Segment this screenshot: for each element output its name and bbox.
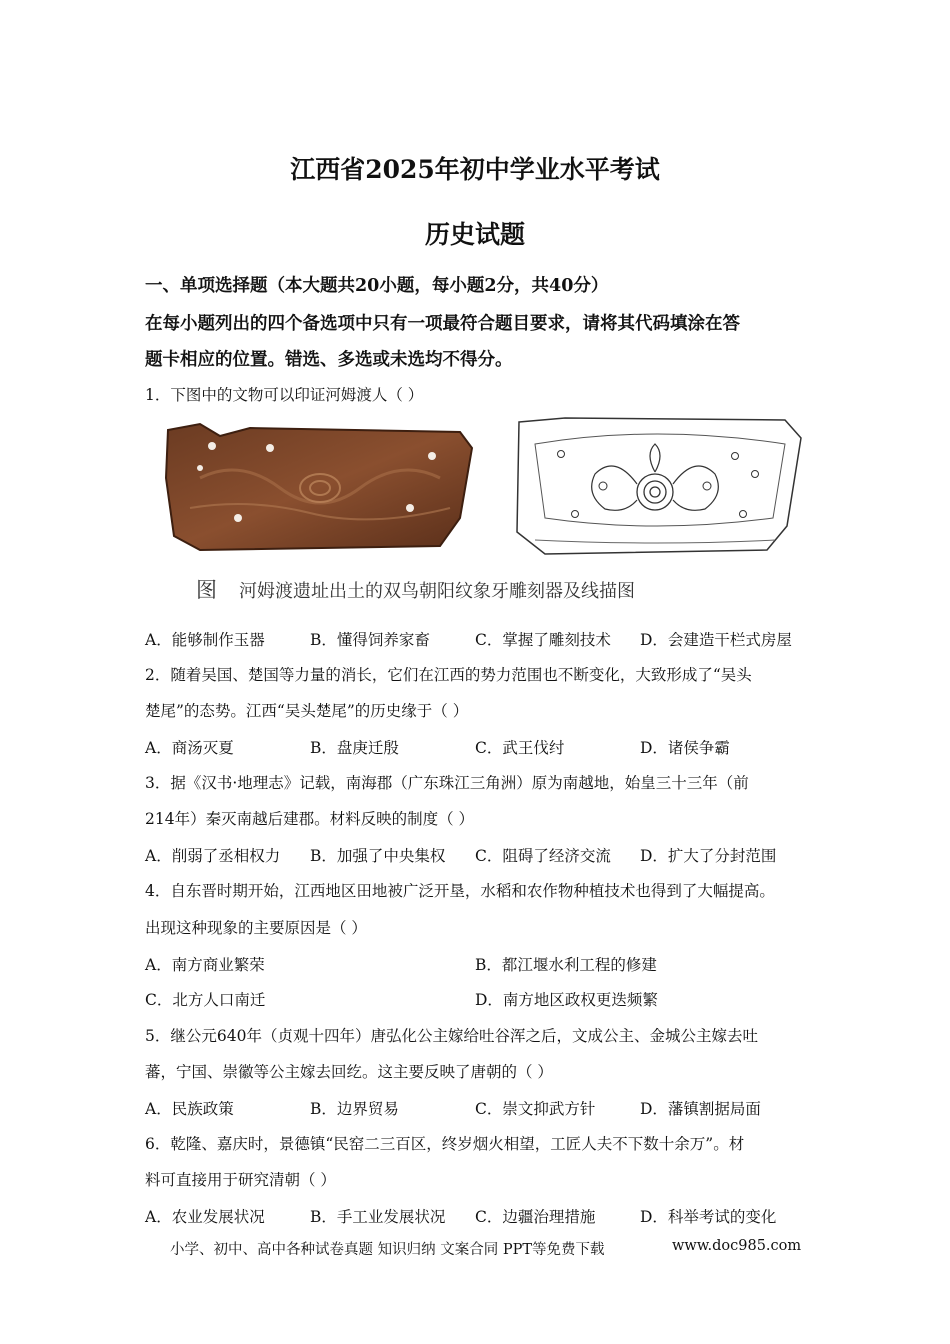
section-instruction-line1: 在每小题列出的四个备选项中只有一项最符合题目要求，请将其代码填涂在答 [145, 314, 740, 334]
question-3-option-b[interactable]: B．加强了中央集权 [310, 847, 446, 865]
section-heading: 一、单项选择题（本大题共20小题，每小题2分，共40分） [145, 276, 609, 296]
figure-caption-prefix: 图 [196, 578, 217, 602]
section-instruction-line2: 题卡相应的位置。错选、多选或未选均不得分。 [145, 350, 513, 370]
question-5-option-d[interactable]: D．藩镇割据局面 [640, 1100, 761, 1118]
question-6-option-b[interactable]: B．手工业发展状况 [310, 1208, 446, 1226]
ivory-carving-photo [160, 418, 476, 558]
footer-text: 小学、初中、高中各种试卷真题 知识归纳 文案合同 PPT等免费下载 [170, 1242, 605, 1258]
question-1-option-b[interactable]: B．懂得饲养家畜 [310, 631, 430, 649]
question-2-stem-line2: 楚尾”的态势。江西“吴头楚尾”的历史缘于（ ） [145, 702, 469, 720]
question-1-option-a[interactable]: A．能够制作玉器 [145, 631, 265, 649]
question-4-option-b[interactable]: B．都江堰水利工程的修建 [475, 956, 657, 974]
question-5-stem-line1: 5．继公元640年（贞观十四年）唐弘化公主嫁给吐谷浑之后，文成公主、金城公主嫁去吐 [145, 1027, 758, 1045]
question-5-option-a[interactable]: A．民族政策 [145, 1100, 234, 1118]
question-1-stem: 1．下图中的文物可以印证河姆渡人（ ） [145, 386, 424, 404]
question-5-stem-line2: 蕃，宁国、崇徽等公主嫁去回纥。这主要反映了唐朝的（ ） [145, 1063, 553, 1081]
question-6-stem-line1: 6．乾隆、嘉庆时，景德镇“民窑二三百区，终岁烟火相望，工匠人夫不下数十余万”。材 [145, 1135, 745, 1153]
question-3-option-d[interactable]: D．扩大了分封范围 [640, 847, 777, 865]
question-4-option-c[interactable]: C．北方人口南迁 [145, 991, 266, 1009]
question-3-option-a[interactable]: A．削弱了丞相权力 [145, 847, 281, 865]
question-2-option-a[interactable]: A．商汤灭夏 [145, 739, 234, 757]
question-2-option-c[interactable]: C．武王伐纣 [475, 739, 565, 757]
exam-subtitle: 历史试题 [424, 220, 525, 249]
question-1-option-d[interactable]: D．会建造干栏式房屋 [640, 631, 792, 649]
question-3-stem-line1: 3．据《汉书·地理志》记载，南海郡（广东珠江三角洲）原为南越地，始皇三十三年（前 [145, 774, 749, 792]
question-6-stem-line2: 料可直接用于研究清朝（ ） [145, 1171, 336, 1189]
question-6-option-c[interactable]: C．边疆治理措施 [475, 1208, 596, 1226]
footer-url[interactable]: www.doc985.com [672, 1238, 802, 1254]
question-2-option-b[interactable]: B．盘庚迁殷 [310, 739, 399, 757]
question-1-option-c[interactable]: C．掌握了雕刻技术 [475, 631, 611, 649]
question-2-option-d[interactable]: D．诸侯争霸 [640, 739, 730, 757]
question-4-option-d[interactable]: D．南方地区政权更迭频繁 [475, 991, 658, 1009]
question-6-option-a[interactable]: A．农业发展状况 [145, 1208, 265, 1226]
figure-caption [196, 574, 635, 604]
question-5-option-b[interactable]: B．边界贸易 [310, 1100, 399, 1118]
question-4-stem-line1: 4．自东晋时期开始，江西地区田地被广泛开垦，水稻和农作物种植技术也得到了大幅提高。 [145, 882, 775, 900]
question-3-option-c[interactable]: C．阻碍了经济交流 [475, 847, 611, 865]
exam-title: 江西省2025年初中学业水平考试 [290, 155, 660, 184]
question-6-option-d[interactable]: D．科举考试的变化 [640, 1208, 777, 1226]
figure-caption-text: 河姆渡遗址出土的双鸟朝阳纹象牙雕刻器及线描图 [239, 581, 635, 602]
question-4-stem-line2: 出现这种现象的主要原因是（ ） [145, 919, 367, 937]
question-5-option-c[interactable]: C．崇文抑武方针 [475, 1100, 596, 1118]
ivory-carving-line-drawing [505, 414, 805, 560]
question-4-option-a[interactable]: A．南方商业繁荣 [145, 956, 265, 974]
question-2-stem-line1: 2．随着吴国、楚国等力量的消长，它们在江西的势力范围也不断变化，大致形成了“吴头 [145, 666, 752, 684]
question-3-stem-line2: 214年）秦灭南越后建郡。材料反映的制度（ ） [145, 810, 475, 828]
